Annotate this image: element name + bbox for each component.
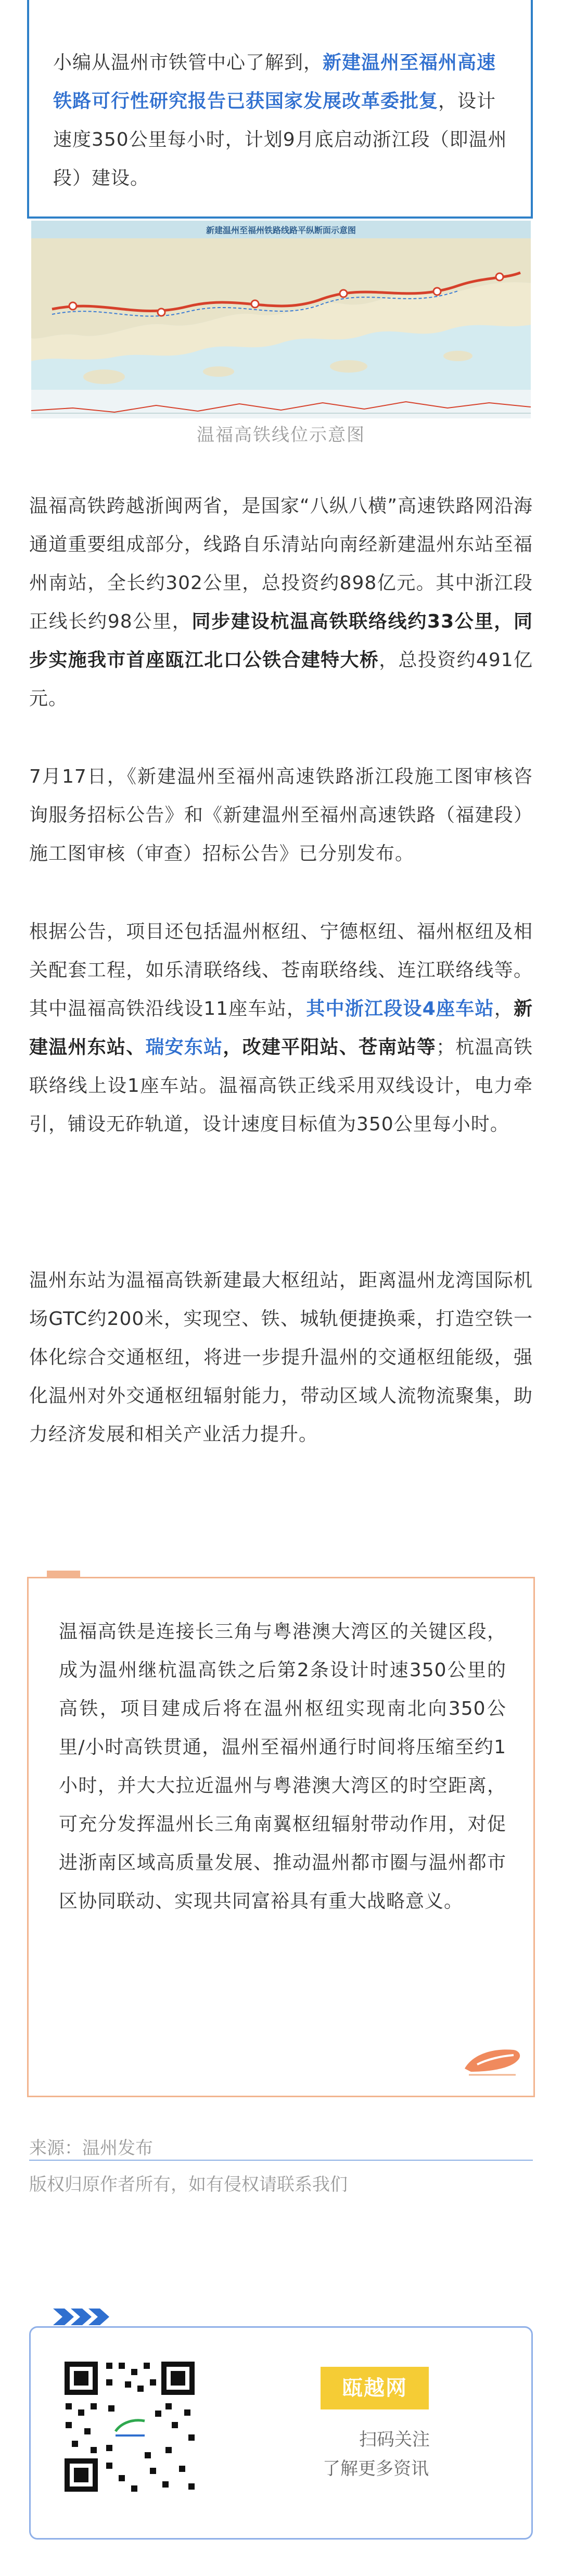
paragraph-hub: [29, 1261, 533, 1454]
route-map-graphic: [31, 221, 531, 418]
intro-box: [27, 0, 533, 219]
para3-ruian-east: 瑞安东站: [145, 1037, 223, 1058]
quote-text: 温福高铁是连接长三角与粤港澳大湾区的关键区段，成为温州继杭温高铁之后第2条设计时速350公里的高铁，项目建成后将在温州枢纽实现南北向350公里/小时高铁贯通，温州至福州通行时间将压缩至约1小时，并大大拉近温州与粤港澳大湾区的时空距离，可充分发挥温州长三角南翼枢纽辐射带动作用，对促进浙南区域高质量发展、推动温州都市圈与温州都市区协同联动、实现共同富裕具有重大战略意义。: [59, 1621, 506, 1912]
para1-tail: ，总投资约491亿元。: [29, 649, 533, 709]
para3-comma: ，: [494, 998, 514, 1019]
paragraph-overview: [29, 487, 533, 718]
para1-text: 温福高铁跨越浙闽两省，是国家“八纵八横”高速铁路网沿海通道重要组成部分，线路自乐清站向南经新建温州东站至福州南站，全长约302公里，总投资约898亿元。其中浙江段正线长约98公里，: [29, 495, 533, 632]
intro-text: [53, 44, 509, 198]
para3-wenzhou-east: 新建温州东站、: [29, 998, 533, 1058]
train-icon: [462, 2042, 524, 2078]
brand-badge: 瓯越网: [321, 2367, 429, 2409]
intro-part2: ，设计速度350公里每小时，计划9月底启动浙江段（即温州段）建设。: [53, 91, 507, 189]
route-map-image: [31, 221, 531, 418]
copyright-notice: 版权归原作者所有，如有侵权请联系我们: [29, 2174, 348, 2195]
para3-tail: ；杭温高铁联络线上设1座车站。温福高铁正线采用双线设计，电力牵引，铺设无砟轨道，设计速度目标值为350公里每小时。: [29, 1037, 533, 1135]
source-label: 来源：温州发布: [29, 2138, 153, 2159]
para3-highlight-zhejiang: 其中浙江段设4座车站: [306, 998, 494, 1019]
intro-highlight: 新建温州至福州高速铁路可行性研究报告已获国家发展改革委批复: [53, 52, 496, 112]
para1-highlight: 同步建设杭温高铁联络线约33公里，同步实施我市首座瓯江北口公铁合建特大桥: [29, 611, 533, 671]
footer-divider: [29, 2160, 533, 2161]
para3-text: 根据公告，项目还包括温州枢纽、宁德枢纽、福州枢纽及相关配套工程，如乐清联络线、苍南联络线、连江联络线等。其中温福高铁沿线设11座车站，: [29, 921, 533, 1019]
para3-rebuild: ，改建平阳站、苍南站等: [223, 1037, 437, 1058]
quote-box: [27, 1577, 535, 2097]
paragraph-stations: [29, 913, 533, 1144]
para4-text: 温州东站为温福高铁新建最大枢纽站，距离温州龙湾国际机场GTC约200米，实现空、铁、城轨便捷换乘，打造空铁一体化综合交通枢纽，将进一步提升温州的交通枢纽能级，强化温州对外交通枢纽辐射能力，带动区域人流物流聚集，助力经济发展和相关产业活力提升。: [29, 1270, 533, 1445]
map-banner: 新建温州至福州铁路线路平纵断面示意图: [206, 226, 356, 235]
qr-code-graphic: [61, 2358, 198, 2495]
intro-part1: 小编从温州市铁管中心了解到，: [53, 52, 323, 73]
qr-code[interactable]: [61, 2358, 198, 2495]
scan-subtitle: 了解更多资讯: [323, 2458, 429, 2479]
paragraph-tender: [29, 758, 533, 873]
scan-prompt: 扫码关注: [359, 2429, 430, 2450]
para2-text: 7月17日，《新建温州至福州高速铁路浙江段施工图审核咨询服务招标公告》和《新建温州至福州高速铁路（福建段）施工图审核（审查）招标公告》已分别发布。: [29, 766, 533, 864]
map-caption: 温福高铁线位示意图: [197, 425, 365, 445]
